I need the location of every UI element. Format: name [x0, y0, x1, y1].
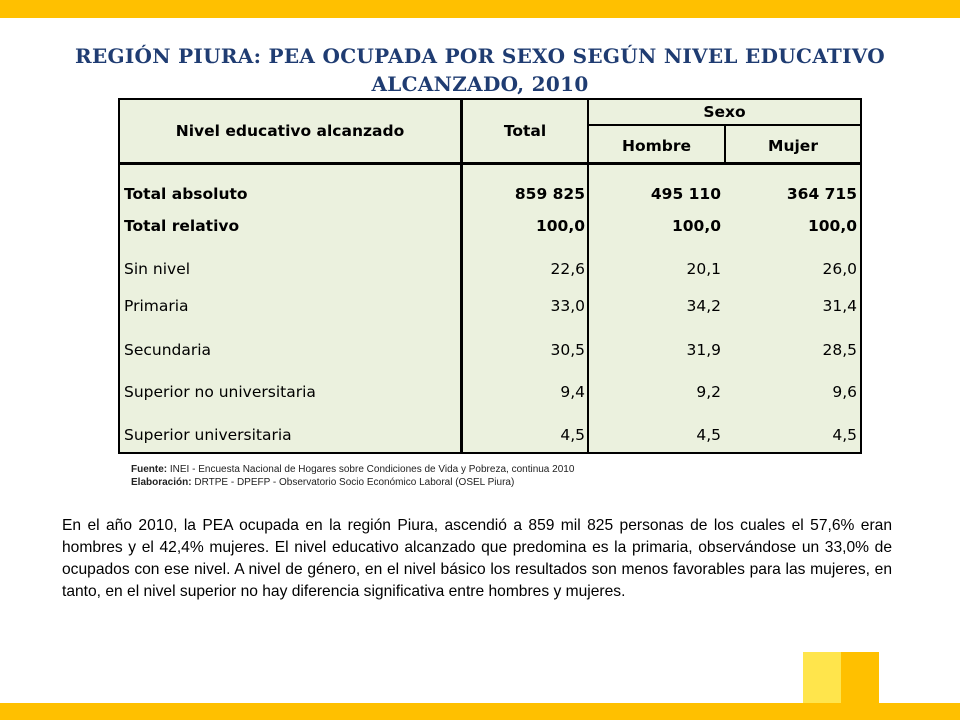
- cell-mujer: 364 715: [786, 185, 857, 203]
- cell-total: 33,0: [550, 297, 585, 315]
- header-nivel: Nivel educativo alcanzado: [175, 122, 405, 140]
- top-accent-bar: [0, 0, 960, 18]
- row-label: Sin nivel: [124, 260, 191, 278]
- cell-mujer: 4,5: [832, 426, 857, 444]
- data-table: [118, 98, 862, 454]
- cell-mujer: 100,0: [807, 217, 857, 235]
- row-label: Superior no universitaria: [124, 383, 316, 401]
- header-hombre: Hombre: [621, 137, 692, 155]
- title-line-1: REGIÓN PIURA: PEA OCUPADA POR SEXO SEGÚN NIVEL EDUCATIVO: [75, 44, 885, 68]
- header-sexo: Sexo: [703, 103, 746, 121]
- row-label: Secundaria: [124, 341, 212, 359]
- cell-mujer: 26,0: [822, 260, 857, 278]
- cell-total: 22,6: [550, 260, 585, 278]
- title-line-2: ALCANZADO, 2010: [371, 72, 589, 96]
- cell-hombre: 4,5: [696, 426, 721, 444]
- fuente-label: Fuente:: [131, 464, 168, 475]
- cell-hombre: 495 110: [650, 185, 721, 203]
- summary-paragraph: En el año 2010, la PEA ocupada en la región Piura, ascendió a 859 mil 825 personas de los cuales el 57,6% eran hombres y el 42,4% mujeres. El nivel educativo alcanzado que predomina es la primaria, observándose un 33,0% de ocupados con ese nivel. A nivel de género, en el nivel básico los resultados son menos favorables para las mujeres, en tanto, en el nivel superior no hay diferencia significativa entre hombres y mujeres.: [62, 517, 892, 600]
- cell-mujer: 9,6: [832, 383, 857, 401]
- row-label: Total relativo: [124, 217, 240, 235]
- cell-hombre: 9,2: [696, 383, 721, 401]
- elaboracion-text: DRTPE - DPEFP - Observatorio Socio Económico Laboral (OSEL Piura): [194, 477, 515, 488]
- cell-mujer: 28,5: [822, 341, 857, 359]
- cell-total: 30,5: [550, 341, 585, 359]
- fuente-text: INEI - Encuesta Nacional de Hogares sobre Condiciones de Vida y Pobreza, continua 2010: [169, 464, 575, 475]
- cell-hombre: 100,0: [671, 217, 721, 235]
- source-fuente: [131, 463, 574, 476]
- source-elaboracion: [131, 476, 574, 489]
- page-title: [20, 42, 940, 98]
- divider-sexo: [587, 124, 860, 126]
- cell-hombre: 20,1: [686, 260, 721, 278]
- cell-total: 859 825: [514, 185, 585, 203]
- row-label: Total absoluto: [124, 185, 248, 203]
- elaboracion-label: Elaboración:: [131, 477, 192, 488]
- cell-total: 9,4: [560, 383, 585, 401]
- cell-hombre: 34,2: [686, 297, 721, 315]
- bottom-accent-bar: [0, 703, 960, 720]
- cell-total: 100,0: [535, 217, 585, 235]
- header-bottom-border: [120, 162, 860, 165]
- source-notes: [131, 463, 574, 489]
- cell-hombre: 31,9: [686, 341, 721, 359]
- header-mujer: Mujer: [768, 137, 818, 155]
- cell-total: 4,5: [560, 426, 585, 444]
- row-label: Primaria: [124, 297, 189, 315]
- header-total: Total: [503, 122, 547, 140]
- cell-mujer: 31,4: [822, 297, 857, 315]
- row-label: Superior universitaria: [124, 426, 292, 444]
